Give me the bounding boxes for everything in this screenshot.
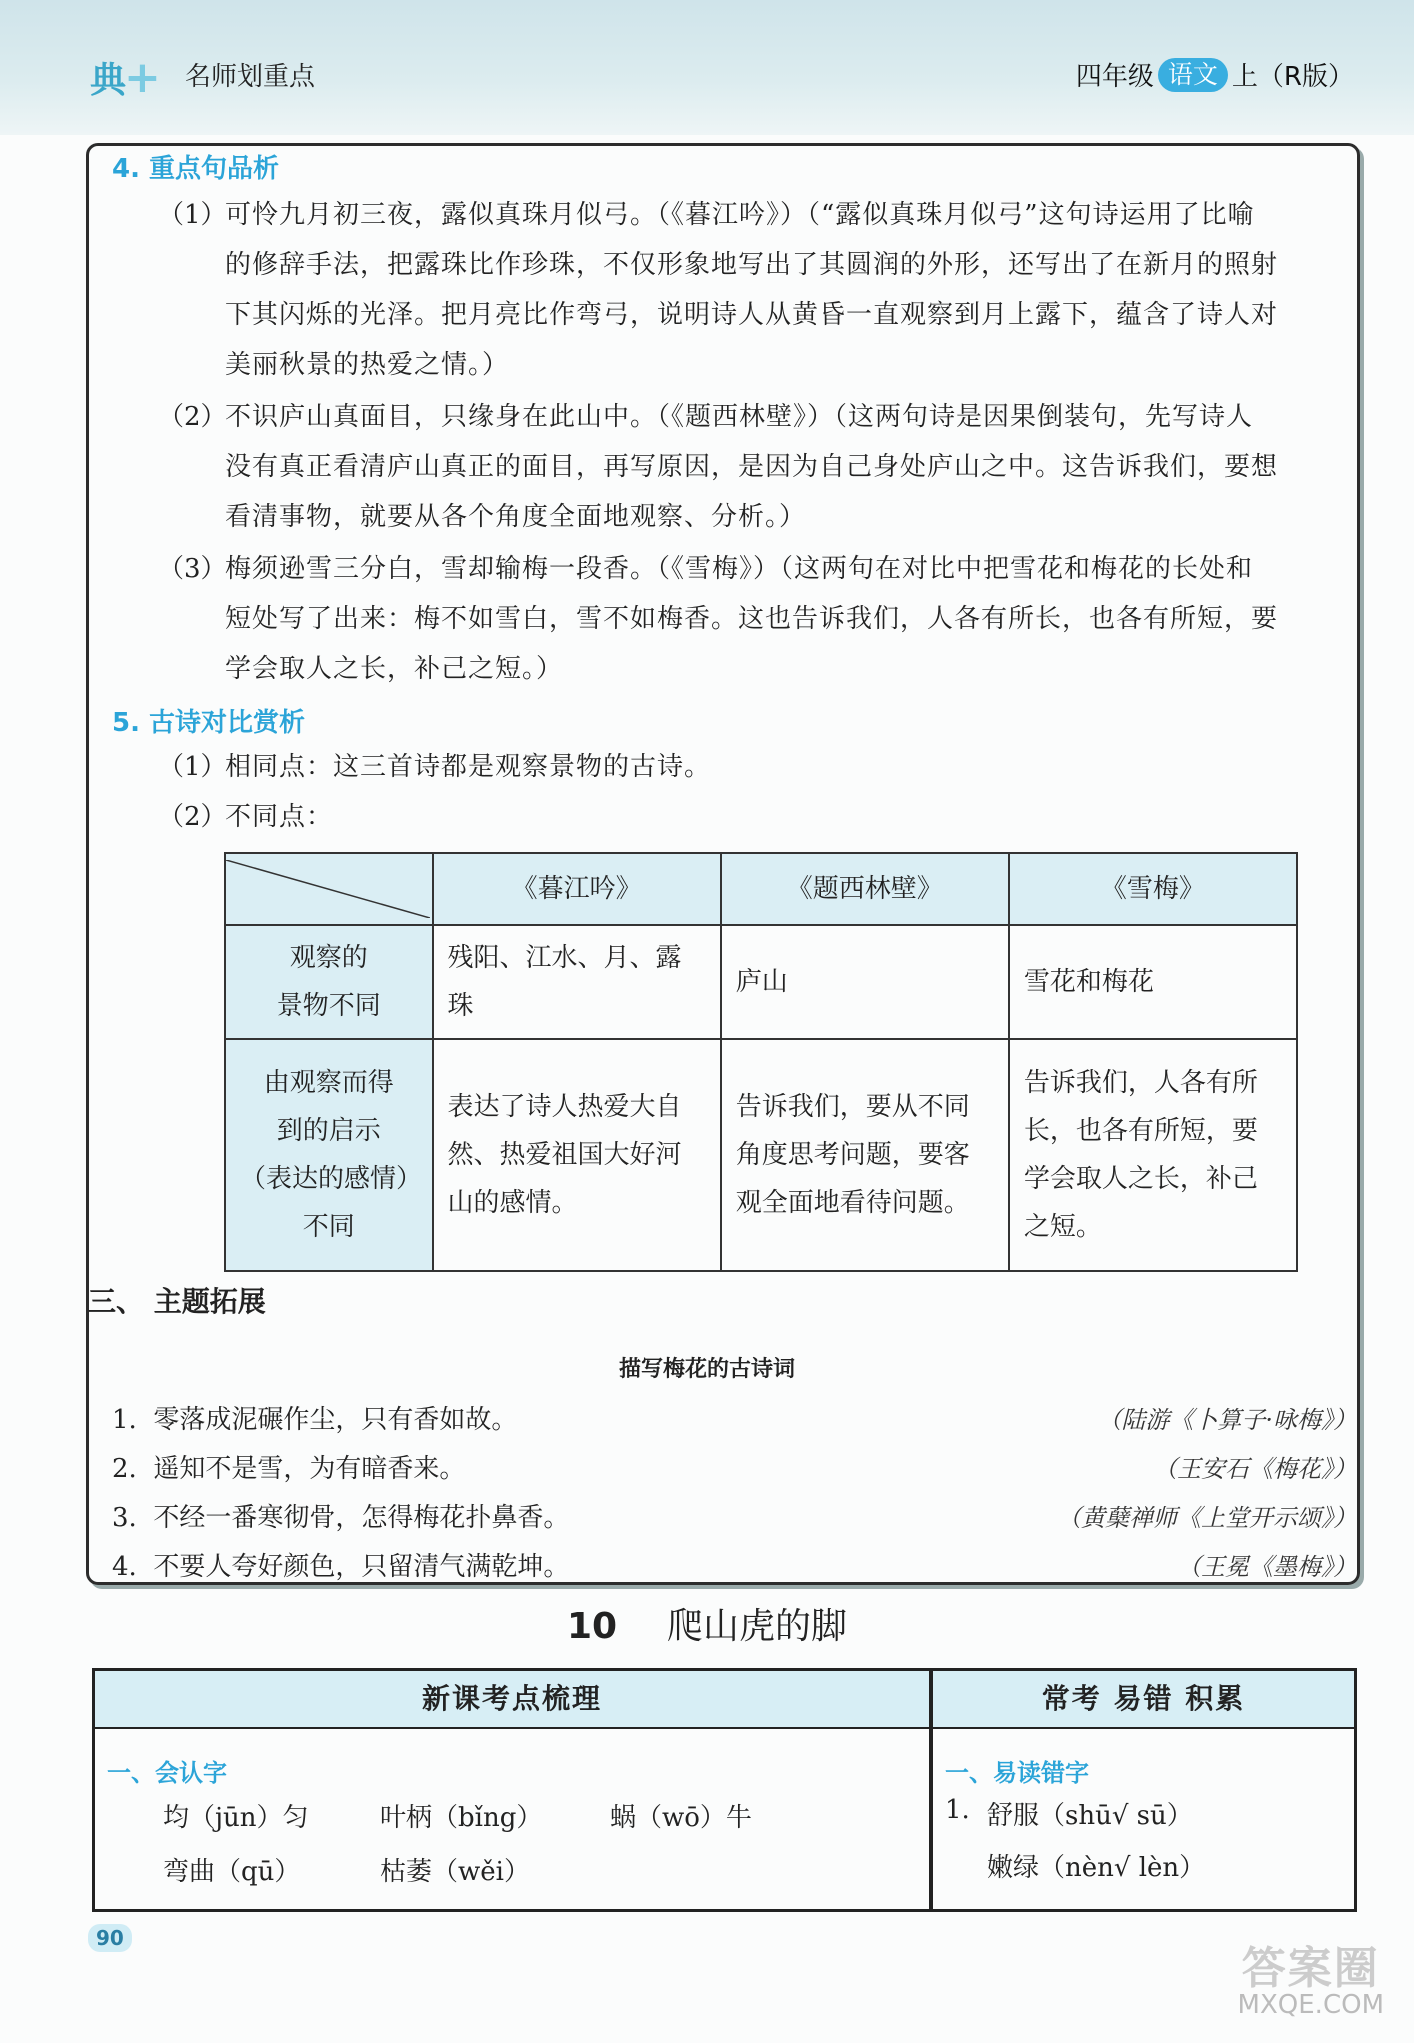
- poem-source: （王冕《墨梅》）: [1177, 1553, 1357, 1581]
- lesson-heading: [0, 1598, 1414, 1649]
- poem-text: 2. 遥知不是雪，为有暗香来。: [112, 1454, 466, 1484]
- right-panel-sub: 一、易读错字: [945, 1759, 1089, 1787]
- subject-badge: 语文: [1158, 58, 1228, 92]
- same-point: 相同点：这三首诗都是观察景物的古诗。: [225, 752, 712, 782]
- section-5-title: 5. 古诗对比赏析: [112, 708, 306, 738]
- item-1-line-1: 可怜九月初三夜，露似真珠月似弓。（《暮江吟》）（“露似真珠月似弓”这句诗运用了比喻: [225, 200, 1255, 230]
- poem-text: 3. 不经一番寒彻骨，怎得梅花扑鼻香。: [112, 1503, 570, 1533]
- vocab-item: 叶柄（bǐng）: [380, 1803, 543, 1833]
- vocab-item: 蜗（wō）牛: [610, 1803, 752, 1833]
- brand-logo: 典+: [90, 52, 157, 103]
- table-row: [225, 1039, 1297, 1271]
- item-3-num: （3）: [158, 554, 227, 584]
- item-3-line-1: 梅须逊雪三分白，雪却输梅一段香。（《雪梅》）（这两句在对比中把雪花和梅花的长处和: [225, 554, 1254, 584]
- row-header: [225, 925, 433, 1039]
- item-2-line-2: 没有真正看清庐山真正的面目，再写原因，是因为自己身处庐山之中。这告诉我们，要想: [225, 452, 1279, 482]
- section-4-title: 4. 重点句品析: [112, 154, 280, 184]
- item-2-line-3: 看清事物，就要从各个角度全面地观察、分析。）: [225, 502, 807, 532]
- lesson-title: 爬山虎的脚: [667, 1606, 848, 1647]
- item-2-line-1: 不识庐山真面目，只缘身在此山中。（《题西林壁》）（这两句诗是因果倒装句，先写诗人: [225, 402, 1254, 432]
- left-panel: [92, 1668, 932, 1912]
- row-header: [225, 1039, 433, 1271]
- poem-line: [112, 1396, 1357, 1444]
- col-header: 《暮江吟》: [433, 853, 721, 925]
- corner-cell: [225, 853, 433, 925]
- row-header-line: 到的启示: [276, 1116, 381, 1146]
- item-1-line-3: 下其闪烁的光泽。把月亮比作弯弓，说明诗人从黄昏一直观察到月上露下，蕴含了诗人对: [225, 300, 1279, 330]
- table-header-row: [225, 853, 1297, 925]
- page-number: 90: [88, 1924, 132, 1952]
- theme-section-title: 三、 主题拓展: [88, 1285, 266, 1318]
- row-header-line: 不同: [302, 1212, 355, 1242]
- grade-prefix: 四年级: [1075, 62, 1154, 92]
- item-3-line-3: 学会取人之长，补己之短。）: [225, 654, 564, 684]
- poem-text: 4. 不要人夸好颜色，只留清气满乾坤。: [112, 1552, 570, 1582]
- table-cell: 雪花和梅花: [1009, 925, 1297, 1039]
- grade-label: [1076, 56, 1354, 93]
- diagonal-line: [226, 860, 430, 918]
- misread-item: 嫩绿（nèn√ lèn）: [987, 1853, 1206, 1883]
- table-cell: 告诉我们，人各有所长，也各有所短，要学会取人之长，补己之短。: [1009, 1039, 1297, 1271]
- poem-line: [112, 1445, 1357, 1493]
- row-header-line: （表达的感情）: [240, 1164, 423, 1194]
- grade-suffix: 上（R版）: [1231, 62, 1354, 92]
- table-cell: 残阳、江水、月、露珠: [433, 925, 721, 1039]
- same-num: （1）: [158, 752, 227, 782]
- poem-source: （王安石《梅花》）: [1153, 1455, 1357, 1483]
- diff-num: （2）: [158, 802, 227, 832]
- book-brand: 名师划重点: [185, 62, 316, 92]
- poem-text: 1. 零落成泥碾作尘，只有香如故。: [112, 1405, 518, 1435]
- col-header: 《雪梅》: [1009, 853, 1297, 925]
- item-2-num: （2）: [158, 402, 227, 432]
- item-3-line-2: 短处写了出来：梅不如雪白，雪不如梅香。这也告诉我们，人各有所长，也各有所短，要: [225, 604, 1279, 634]
- row-header-line: 由观察而得: [263, 1068, 394, 1098]
- vocab-item: 枯萎（wěi）: [380, 1857, 530, 1887]
- item-1-line-2: 的修辞手法，把露珠比作珍珠，不仅形象地写出了其圆润的外形，还写出了在新月的照射: [225, 250, 1279, 280]
- row-header-line: 景物不同: [276, 991, 381, 1021]
- poem-source: （陆游《卜算子·咏梅》）: [1097, 1406, 1357, 1434]
- watermark-logo: 答案圈 MXQE.COM: [1237, 1943, 1384, 2020]
- comparison-table: [224, 852, 1298, 1272]
- row-header-line: 观察的: [289, 943, 368, 973]
- vocab-item: 弯曲（qū）: [163, 1857, 301, 1887]
- col-header: 《题西林壁》: [721, 853, 1009, 925]
- poem-source: （黄蘖禅师《上堂开示颂》）: [1057, 1504, 1357, 1532]
- table-cell: 告诉我们，要从不同角度思考问题，要客观全面地看待问题。: [721, 1039, 1009, 1271]
- poem-line: [112, 1494, 1357, 1542]
- poem-list-title: 描写梅花的古诗词: [618, 1357, 795, 1382]
- misread-item: 舒服（shū√ sū）: [987, 1801, 1193, 1831]
- left-panel-head: 新课考点梳理: [95, 1671, 929, 1729]
- poem-line: [112, 1543, 1357, 1591]
- table-cell: 庐山: [721, 925, 1009, 1039]
- right-panel-head: 常考 易错 积累: [933, 1671, 1354, 1729]
- table-cell: 表达了诗人热爱大自然、热爱祖国大好河山的感情。: [433, 1039, 721, 1271]
- vocab-item: 均（jūn）匀: [163, 1803, 309, 1833]
- table-row: [225, 925, 1297, 1039]
- item-1-line-4: 美丽秋景的热爱之情。）: [225, 350, 510, 380]
- left-panel-sub: 一、会认字: [107, 1759, 227, 1787]
- item-1-num: （1）: [158, 200, 227, 230]
- item-num: 1.: [945, 1795, 970, 1825]
- diff-point: 不同点：: [225, 802, 334, 832]
- right-panel: [930, 1668, 1357, 1912]
- lesson-number: 10: [566, 1606, 618, 1647]
